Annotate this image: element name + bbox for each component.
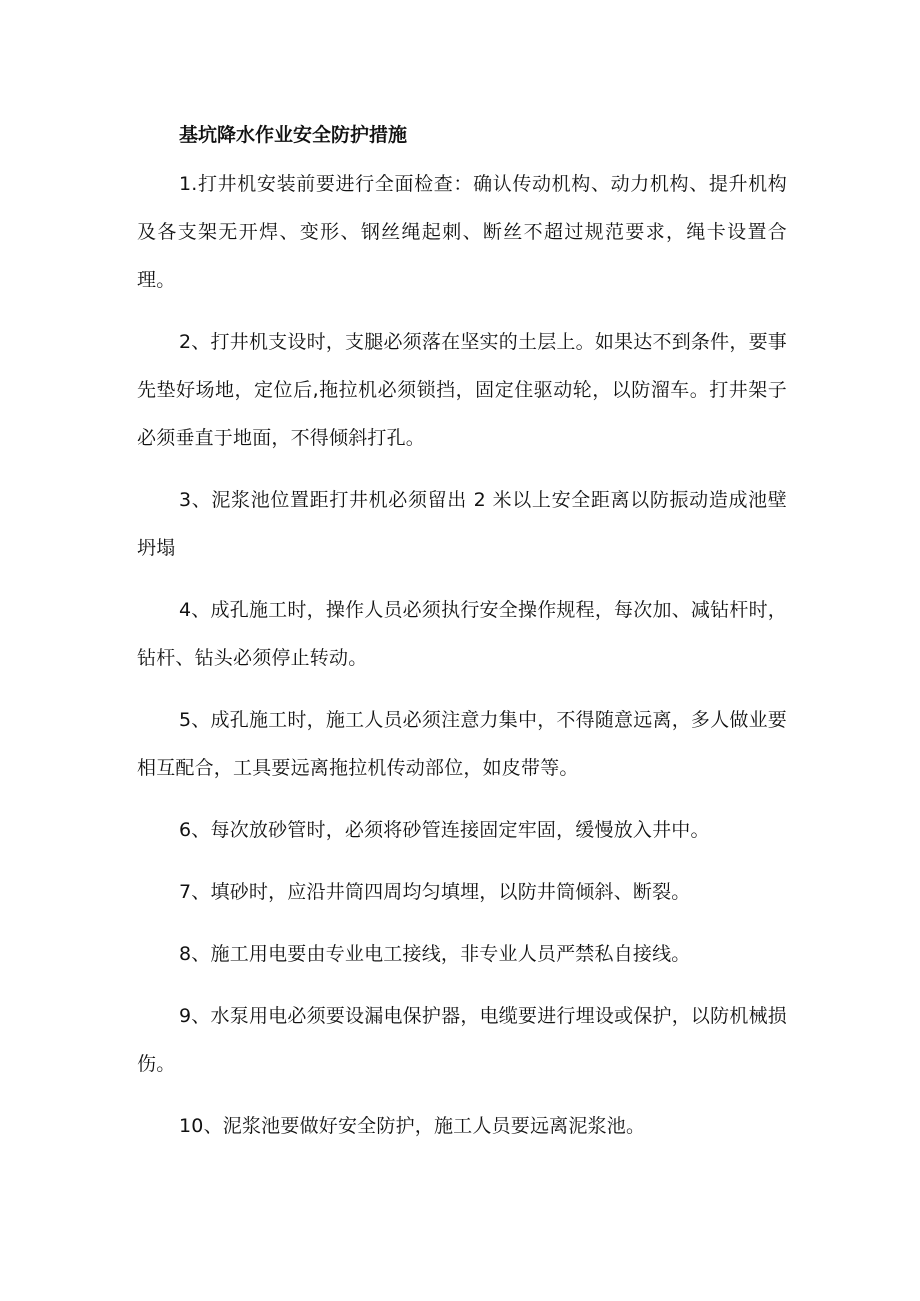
paragraph-2: 2、打井机支设时，支腿必须落在坚实的土层上。如果达不到条件，要事先垫好场地，定位后,拖拉机必须锁挡，固定住驱动轮，以防溜车。打井架子必须垂直于地面，不得倾斜打孔。 — [137, 331, 787, 449]
paragraph-5: 5、成孔施工时，施工人员必须注意力集中，不得随意远离，多人做业要相互配合，工具要远离拖拉机传动部位，如皮带等。 — [137, 709, 787, 779]
document-title: 基坑降水作业安全防护措施 — [179, 124, 408, 146]
paragraph-9: 9、水泵用电必须要设漏电保护器，电缆要进行埋设或保护，以防机械损伤。 — [137, 1005, 787, 1075]
paragraph-4: 4、成孔施工时，操作人员必须执行安全操作规程，每次加、减钻杆时，钻杆、钻头必须停止转动。 — [137, 599, 787, 669]
document-body — [137, 118, 787, 1150]
paragraph-3: 3、泥浆池位置距打井机必须留出 2 米以上安全距离以防振动造成池壁坍塌 — [137, 489, 787, 559]
paragraph-1: 1.打井机安装前要进行全面检查：确认传动机构、动力机构、提升机构及各支架无开焊、变形、钢丝绳起刺、断丝不超过规范要求，绳卡设置合理。 — [137, 173, 787, 291]
paragraph-8: 8、施工用电要由专业电工接线，非专业人员严禁私自接线。 — [179, 943, 691, 965]
paragraph-6: 6、每次放砂管时，必须将砂管连接固定牢固，缓慢放入井中。 — [179, 819, 710, 841]
paragraph-10: 10、泥浆池要做好安全防护，施工人员要远离泥浆池。 — [179, 1115, 646, 1137]
paragraph-7: 7、填砂时，应沿井筒四周均匀填埋，以防井筒倾斜、断裂。 — [179, 881, 691, 903]
